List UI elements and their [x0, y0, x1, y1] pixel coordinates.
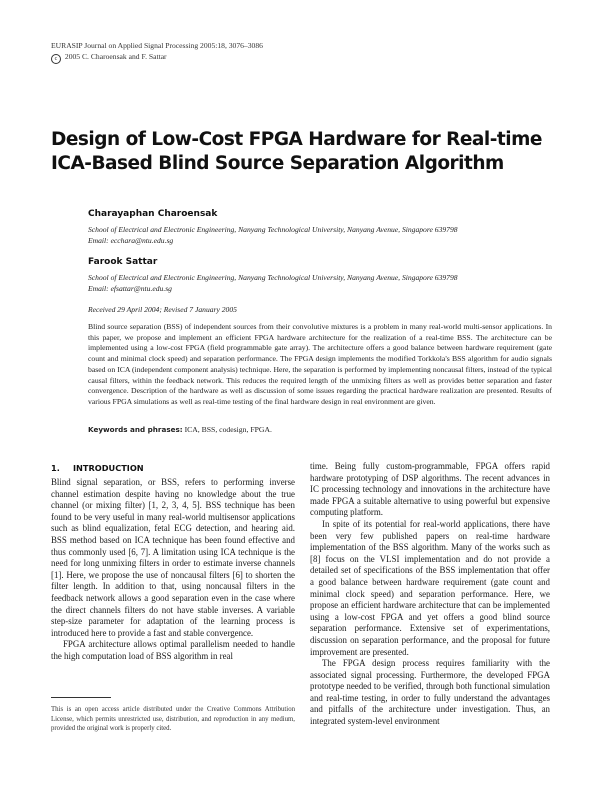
keywords-value: ICA, BSS, codesign, FPGA. — [184, 425, 272, 434]
copyright-line — [51, 51, 263, 64]
paper-title — [51, 128, 571, 176]
paragraph: The FPGA design process requires familiarity with the associated signal processing. Furthermore, the developed FPGA prototype needed to be verified, through both functional simulation and real-time testing, in order to fully understand the advantages and pitfalls of the architecture under investigation. Thus, an integrated system-level environment — [310, 658, 550, 727]
copyright-text: 2005 C. Charoensak and F. Sattar — [64, 52, 167, 61]
left-column — [51, 477, 295, 663]
paragraph: FPGA architecture allows optimal parallelism needed to handle the high computation load of BSS algorithm in real — [51, 639, 295, 661]
journal-citation: EURASIP Journal on Applied Signal Processing 2005:18, 3076–3086 — [51, 41, 263, 50]
author-email[interactable]: Email: ecchara@ntu.edu.sg — [88, 236, 174, 245]
right-column — [310, 461, 550, 728]
author-affiliation — [88, 272, 458, 294]
footnote-divider — [51, 697, 111, 698]
title-line-1: Design of Low-Cost FPGA Hardware for Real-time — [51, 129, 542, 150]
journal-header — [51, 40, 263, 64]
license-footnote: This is an open access article distributed under the Creative Commons Attribution License, which permits unrestricted use, distribution, and reproduction in any medium, provided the original work is properly cited. — [51, 706, 295, 733]
section-heading — [51, 463, 144, 473]
author-name: Charayaphan Charoensak — [88, 209, 218, 219]
section-title: INTRODUCTION — [73, 463, 144, 473]
copyright-icon: c — [51, 54, 61, 64]
affiliation-text: School of Electrical and Electronic Engineering, Nanyang Technological University, Nanyang Avenue, Singapore 639798 — [88, 225, 458, 234]
affiliation-text: School of Electrical and Electronic Engineering, Nanyang Technological University, Nanyang Avenue, Singapore 639798 — [88, 273, 458, 282]
paragraph: time. Being fully custom-programmable, FPGA offers rapid hardware prototyping of DSP algorithms. The recent advances in IC processing technology and innovations in the architecture have made FPGA a suitable alternative to using powerful but expensive computing platform. — [310, 461, 550, 518]
abstract: Blind source separation (BSS) of independent sources from their convolutive mixtures is a problem in many real-world multi-sensor applications. In this paper, we propose and implement an efficient FPGA hardware architecture for the realization of a real-time BSS. The architecture can be implemented using a low-cost FPGA (field programmable gate array). The architecture offers a good balance between hardware requirement (gate count and minimal clock speed) and separation performance. The FPGA design implements the modified Torkkola's BSS algorithm for audio signals based on ICA (independent component analysis) technique. Here, the separation is performed by implementing noncausal filters, instead of the typical causal filters, within the feedback network. This reduces the required length of the unmixing filters as well as provides better separation and faster convergence. Description of the hardware as well as discussion of some issues regarding the practical hardware realization are presented. Results of various FPGA simulations as well as real-time testing of the final hardware design in real environment are given. — [88, 322, 552, 406]
keywords-label: Keywords and phrases: — [88, 425, 183, 434]
paragraph: Blind signal separation, or BSS, refers to performing inverse channel estimation despite having no knowledge about the true channel (or mixing filter) [1, 2, 3, 4, 5]. BSS technique has been found to be very useful in many real-world multisensor applications such as blind equalization, fetal ECG detection, and hearing aid. BSS method based on ICA technique has been found effective and thus commonly used [6, 7]. A limitation using ICA technique is the need for long unmixing filters in order to estimate inverse channels [1]. Here, we propose the use of noncausal filters [6] to shorten the filter length. In addition to that, using noncausal filters in the feedback network allows a good separation even in the case where the direct channels filters do not have stable inverses. A variable step-size parameter for adaptation of the learning process is introduced here to provide a fast and stable convergence. — [51, 477, 295, 638]
title-line-2: ICA-Based Blind Source Separation Algorithm — [51, 153, 504, 174]
author-name: Farook Sattar — [88, 257, 158, 267]
keywords — [88, 425, 272, 434]
section-number: 1. — [51, 463, 60, 473]
author-email[interactable]: Email: efsattar@ntu.edu.sg — [88, 284, 172, 293]
paragraph: In spite of its potential for real-world applications, there have been very few published papers on real-time hardware implementation of the BSS algorithm. Many of the works such as [8] focus on the VLSI implementation and do not provide a detailed set of specifications of the BSS implementation that offer a good balance between hardware requirement (gate count and minimal clock speed) and separation performance. Here, we propose an efficient hardware architecture that can be implemented using a low-cost FPGA and yet offers a good blind source separation performance. Extensive set of experimentations, discussion on separation performance, and the proposal for future improvement are presented. — [310, 518, 550, 657]
author-affiliation — [88, 224, 458, 246]
received-dates: Received 29 April 2004; Revised 7 January 2005 — [88, 305, 237, 314]
